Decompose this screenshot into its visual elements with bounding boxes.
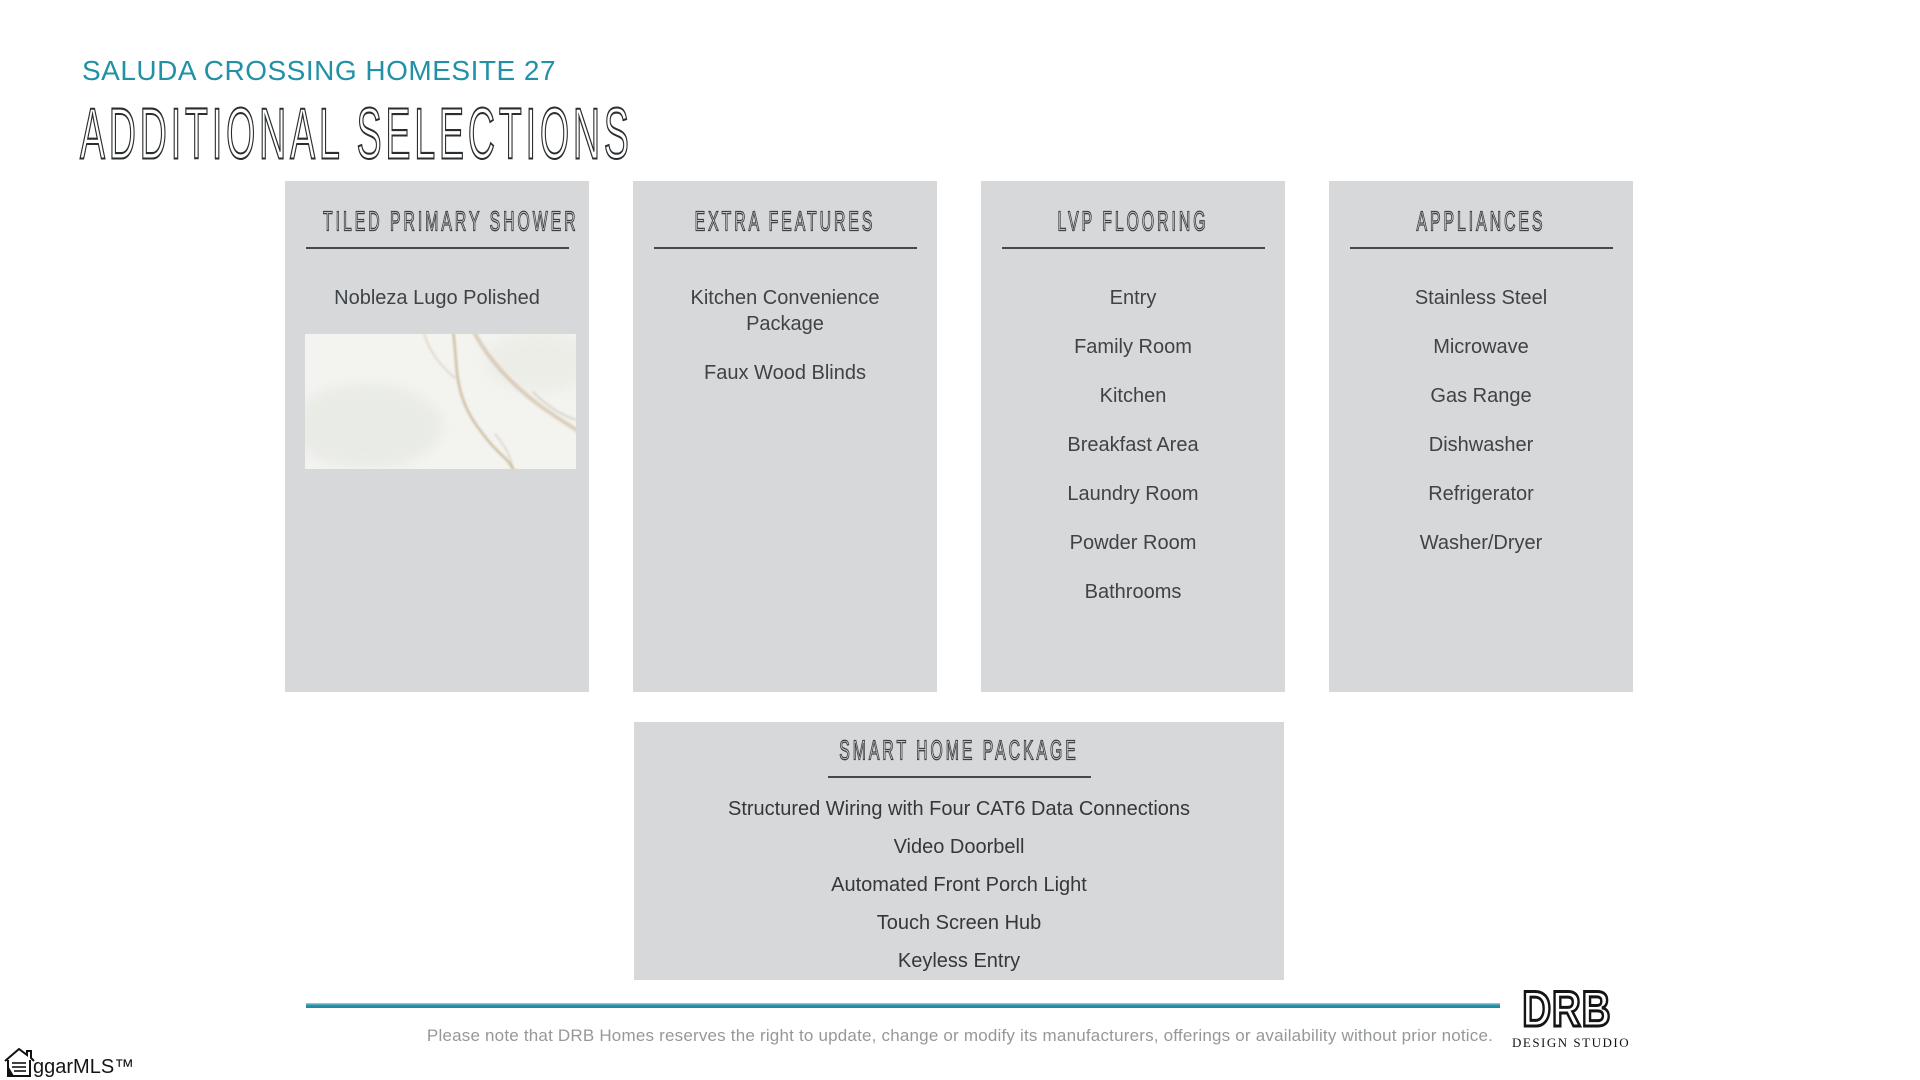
community-title: SALUDA CROSSING HOMESITE 27 <box>82 55 557 86</box>
card-items <box>285 285 589 469</box>
selection-card-extra-features <box>633 181 937 692</box>
smart-home-item: Structured Wiring with Four CAT6 Data Connections <box>727 798 1191 820</box>
card-item: Family Room <box>1074 336 1192 358</box>
card-title: APPLIANCES <box>1416 207 1546 237</box>
card-items <box>633 285 937 386</box>
smart-home-card <box>634 722 1284 980</box>
card-item: Washer/Dryer <box>1419 532 1543 554</box>
smart-home-item: Keyless Entry <box>897 950 1021 972</box>
house-icon <box>2 1046 36 1078</box>
footer-divider <box>306 1003 1500 1008</box>
mls-watermark <box>2 1046 134 1078</box>
smart-home-items <box>634 798 1284 972</box>
card-item: Microwave <box>1433 336 1529 358</box>
card-item: Nobleza Lugo Polished <box>334 287 540 309</box>
selection-cards-row <box>285 181 1633 692</box>
card-item: Laundry Room <box>1067 483 1199 505</box>
card-title: LVP FLOORING <box>1057 207 1209 237</box>
card-item: Kitchen <box>1099 385 1167 407</box>
card-title: SMART HOME PACKAGE <box>839 736 1079 766</box>
smart-home-item: Video Doorbell <box>893 836 1025 858</box>
card-item: Breakfast Area <box>1067 434 1199 456</box>
card-item: Refrigerator <box>1428 483 1534 505</box>
card-item: Entry <box>1109 287 1157 309</box>
card-item: Powder Room <box>1069 532 1197 554</box>
drb-design-studio-logo <box>1512 981 1631 1051</box>
card-title: EXTRA FEATURES <box>694 207 876 237</box>
card-items <box>981 285 1285 605</box>
page-title: ADDITIONAL SELECTIONS <box>80 95 633 175</box>
card-item: Gas Range <box>1430 385 1532 407</box>
marble-tile-swatch <box>305 334 576 469</box>
card-title: TILED PRIMARY SHOWER <box>323 207 579 237</box>
drb-logo-subtext: DESIGN STUDIO <box>1512 1035 1631 1050</box>
card-title-underline <box>654 247 917 249</box>
selection-card-lvp-flooring <box>981 181 1285 692</box>
card-item: Stainless Steel <box>1414 287 1548 309</box>
card-title-underline <box>1002 247 1265 249</box>
card-title-underline <box>306 247 569 249</box>
card-title-underline <box>1350 247 1613 249</box>
drb-logo-text: DRB <box>1522 981 1612 1037</box>
mls-watermark-text: ggarMLS™ <box>33 1056 135 1078</box>
card-items <box>1329 285 1633 556</box>
card-item: Kitchen Convenience Package <box>690 287 880 335</box>
card-title-underline <box>828 776 1091 778</box>
selection-card-tiled-primary-shower <box>285 181 589 692</box>
selection-card-appliances <box>1329 181 1633 692</box>
card-item: Faux Wood Blinds <box>704 362 866 384</box>
card-item: Bathrooms <box>1084 581 1182 603</box>
disclaimer-text: Please note that DRB Homes reserves the right to update, change or modify its manufacturers, offerings or availability without prior notice. <box>426 1026 1494 1045</box>
smart-home-item: Touch Screen Hub <box>876 912 1042 934</box>
smart-home-item: Automated Front Porch Light <box>831 874 1087 896</box>
card-item: Dishwasher <box>1428 434 1534 456</box>
